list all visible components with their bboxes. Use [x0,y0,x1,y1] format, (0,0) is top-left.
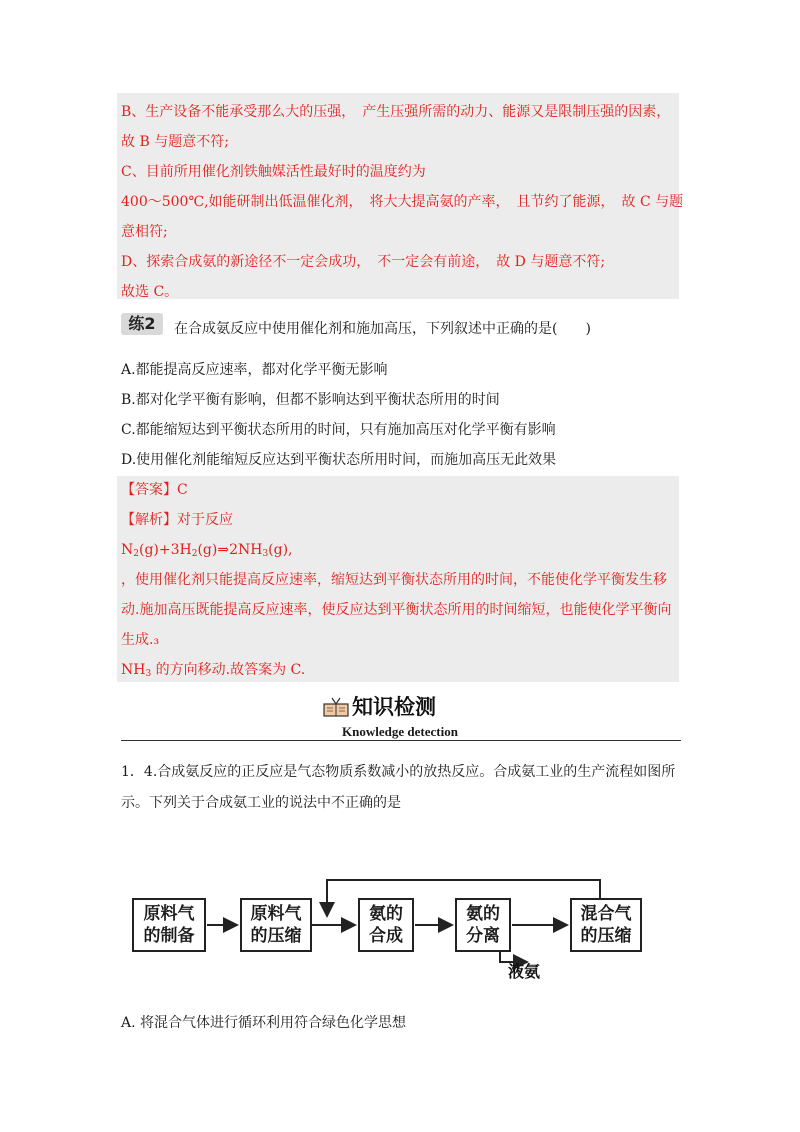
equation-part: N [121,542,134,558]
question1-option-a: A. 将混合气体进行循环利用符合绿色化学思想 [121,1015,407,1031]
knowledge-title-en: Knowledge detection [342,724,458,739]
flow-box-synthesis [358,898,414,952]
equation-subscript: 3 [262,549,269,559]
analysis-label: 【解析】 [121,512,177,528]
explanation-line-d: D、探索合成氨的新途径不一定会成功， 不一定会有前途， 故 D 与题意不符; [121,254,606,270]
analysis-text-4 [121,661,305,683]
option-c: C.都能缩短达到平衡状态所用的时间，只有施加高压对化学平衡有影响 [121,422,556,438]
answer-value: C [177,482,188,498]
flow-box-feed-compress [240,898,312,952]
flow-box-separation [455,898,511,952]
equation-part: (g)+3H [138,542,192,558]
explanation-line-b: B、生产设备不能承受那么大的压强， 产生压强所需的动力、能源又是限制压强的因素， [121,104,671,120]
question1-line1: 1．4.合成氨反应的正反应是气态物质系数减小的放热反应。合成氨工业的生产流程如图所 [121,764,676,780]
flow-label: 原料气 [250,904,302,924]
knowledge-title-cn: 知识检测 [352,695,436,719]
flow-label: 分离 [466,926,500,946]
answer-line [121,481,188,499]
exercise-question: 在合成氨反应中使用催化剂和施加高压，下列叙述中正确的是( ) [174,321,591,337]
flow-label: 的压缩 [250,926,302,946]
analysis-part: NH [121,662,146,678]
equation-part: (g), [268,542,293,558]
flow-box-feed-prep [132,898,206,952]
option-a: A.都能提高反应速率，都对化学平衡无影响 [121,362,388,378]
answer-label: 【答案】 [121,482,177,498]
knowledge-header [0,694,800,722]
flow-output-liquid-ammonia: 液氨 [508,962,541,981]
flow-label: 原料气 [143,904,195,924]
explanation-conclusion: 故选 C。 [121,284,179,300]
flow-label: 的压缩 [580,926,632,946]
equation-subscript: 2 [133,549,139,559]
equation-part: (g)⇒2NH [197,542,263,558]
explanation-line-c: C、目前所用催化剂铁触媒活性最好时的温度约为 [121,164,426,180]
equation-subscript: 2 [191,549,198,559]
flow-label: 合成 [369,926,403,946]
option-d: D.使用催化剂能缩短反应达到平衡状态所用时间，而施加高压无此效果 [121,452,557,468]
explanation-line-c-end: 意相符; [121,224,168,240]
flow-label: 混合气 [580,904,632,924]
flow-box-mix-compress [570,898,642,952]
analysis-text-3: 生成.₃ [121,632,160,648]
exercise-badge: 练2 [121,313,163,335]
reaction-equation [121,541,293,563]
analysis-text-1: ，使用催化剂只能提高反应速率，缩短达到平衡状态所用的时间，不能使化学平衡发生移 [121,572,667,588]
option-b: B.都对化学平衡有影响，但都不影响达到平衡状态所用的时间 [121,392,500,408]
analysis-intro: 对于反应 [177,512,233,528]
analysis-line [121,511,233,529]
analysis-part: 的方向移动.故答案为 C. [151,662,306,678]
process-flowchart [127,876,647,986]
analysis-text-2: 动.施加高压既能提高反应速率，使反应达到平衡状态所用的时间缩短，也能使化学平衡向 [121,602,672,618]
question1-line2: 示。下列关于合成氨工业的说法中不正确的是 [121,795,401,811]
explanation-line-b-cont: 故 B 与题意不符; [121,134,229,150]
analysis-subscript: 3 [145,669,152,679]
section-divider [121,740,681,741]
book-icon [322,696,350,718]
flow-label: 氨的 [466,904,500,924]
explanation-line-c-cont: 400～500℃,如能研制出低温催化剂， 将大大提高氨的产率， 且节约了能源， 故 C 与题 [121,194,684,210]
flow-label: 氨的 [369,904,403,924]
flow-label: 的制备 [143,926,195,946]
